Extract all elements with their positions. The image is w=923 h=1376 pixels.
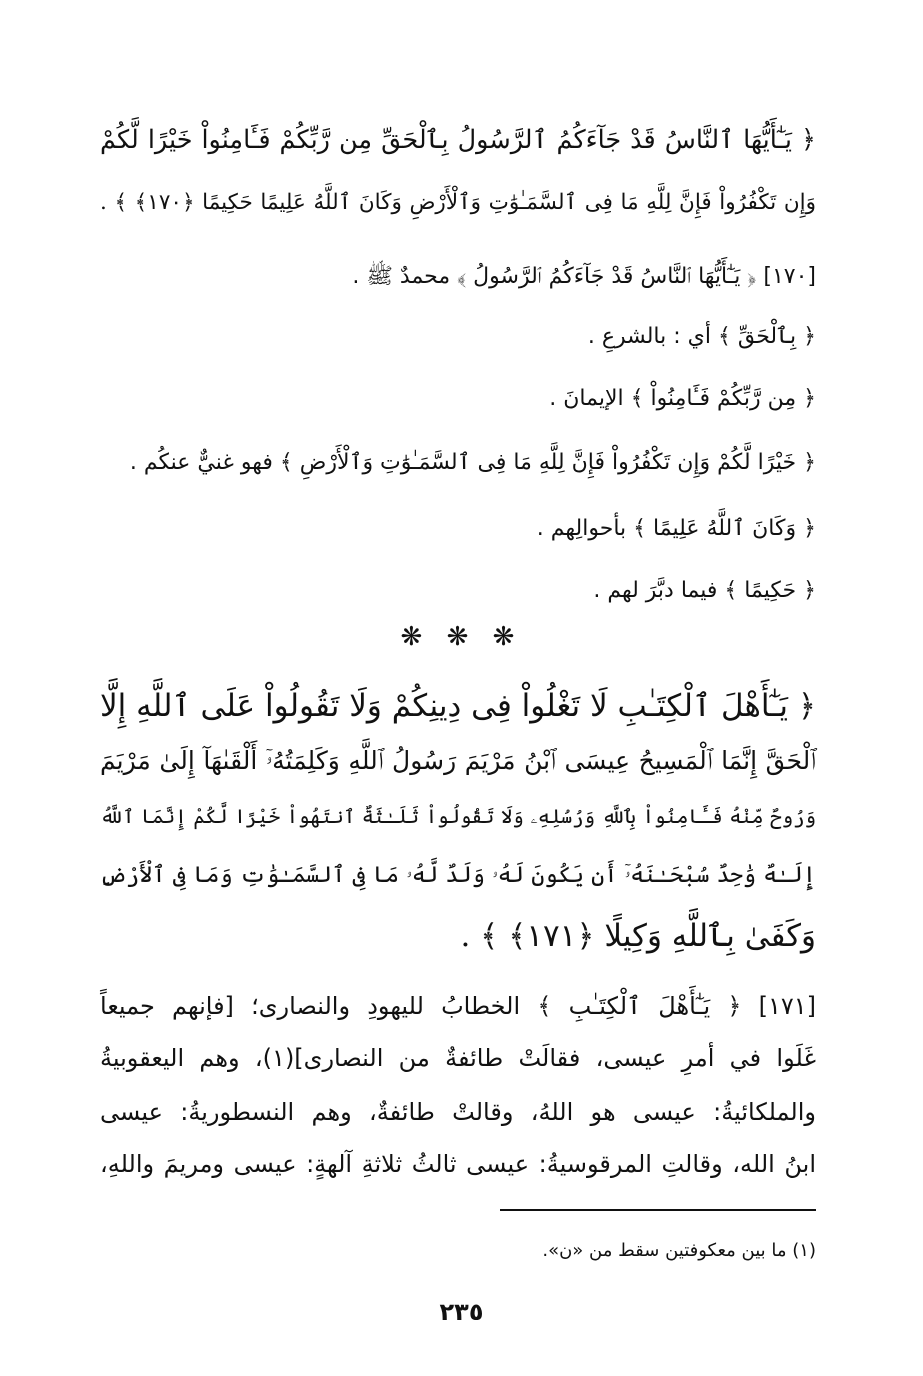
commentary-line: [١٧٠] ﴿ يَـٰٓأَيُّهَا ٱلنَّاسُ قَدْ جَآءَكُمُ ٱلرَّسُولُ ﴾ محمدٌ ﷺ . [352, 264, 816, 289]
verse-line: وَرُوحٌ مِّنْهُ فَـَٔامِنُواْ بِٱللَّهِ وَرُسُلِهِۦ وَلَا تَقُولُواْ ثَلَـٰثَةٌ ٱنتَهُواْ خَيْرًا لَّكُمْ إِنَّمَا ٱللَّهُ [100, 805, 816, 828]
page-number: ٢٣٥ [439, 1298, 484, 1326]
verse-line: وَإِن تَكْفُرُواْ فَإِنَّ لِلَّهِ مَا فِى ٱلسَّمَـٰوَٰتِ وَٱلْأَرْضِ وَكَانَ ٱللَّهُ عَلِيمًا حَكِيمًا ﴿١٧٠﴾ ﴾ . [100, 190, 816, 215]
commentary-line: ﴿ حَكِيمًا ﴾ فيما دبَّرَ لهم . [593, 578, 816, 603]
commentary-line: غَلَوا في أمرِ عيسى، فقالَتْ طائفةٌ من النصارى](١)، وهم اليعقوبيةُ [100, 1044, 816, 1072]
commentary-line: والملكائيةُ: عيسى هو اللهُ، وقالتْ طائفةٌ، وهم النسطوريةُ: عيسى [100, 1098, 816, 1126]
commentary-line: ﴿ مِن رَّبِّكُمْ فَـَٔامِنُواْ ﴾ الإيمانَ . [549, 386, 816, 411]
commentary-line: ﴿ بِٱلْحَقِّ ﴾ أي : بالشرعِ . [587, 324, 816, 349]
verse-line: ﴿ يَـٰٓأَيُّهَا ٱلنَّاسُ قَدْ جَآءَكُمُ ٱلرَّسُولُ بِٱلْحَقِّ مِن رَّبِّكُمْ فَـَٔامِنُواْ خَيْرًا لَّكُمْ [100, 125, 816, 155]
commentary-line: ابنُ الله، وقالتِ المرقوسيةُ: عيسى ثالثُ ثلاثةِ آلهةٍ: عيسى ومريمَ واللهِ، [100, 1150, 816, 1178]
verse-line: إِلَـٰهٌ وَٰحِدٌ سُبْحَـٰنَهُۥٓ أَن يَكُونَ لَهُۥ وَلَدٌ لَّهُۥ مَا فِى ٱلسَّمَـٰوَٰتِ وَمَا فِى ٱلْأَرْضِ [99, 862, 816, 888]
verse-line: وَكَفَىٰ بِٱللَّهِ وَكِيلًا ﴿١٧١﴾ ﴾ . [460, 918, 816, 954]
footnote: (١) ما بين معكوفتين سقط من «ن». [542, 1240, 816, 1261]
verse-line: ٱلْحَقَّ إِنَّمَا ٱلْمَسِيحُ عِيسَى ٱبْنُ مَرْيَمَ رَسُولُ ٱللَّهِ وَكَلِمَتُهُۥٓ أَلْقَىٰهَآ إِلَىٰ مَرْيَمَ [100, 746, 816, 775]
section-separator: ❋ ❋ ❋ [400, 622, 523, 652]
commentary-line: ﴿ خَيْرًا لَّكُمْ وَإِن تَكْفُرُواْ فَإِنَّ لِلَّهِ مَا فِى ٱلسَّمَـٰوَٰتِ وَٱلْأَرْضِ ﴾ فهو غنيٌّ عنكُم . [129, 450, 816, 475]
commentary-line: [١٧١] ﴿ يَـٰٓأَهْلَ ٱلْكِتَـٰبِ ﴾ الخطابُ لليهودِ والنصارى؛ [فإنهم جميعاً [100, 992, 816, 1020]
footnote-divider [500, 1209, 816, 1211]
commentary-line: ﴿ وَكَانَ ٱللَّهُ عَلِيمًا ﴾ بأحوالِهم . [536, 516, 816, 541]
verse-line: ﴿ يَـٰٓأَهْلَ ٱلْكِتَـٰبِ لَا تَغْلُواْ فِى دِينِكُمْ وَلَا تَقُولُواْ عَلَى ٱللَّهِ إِلَّا [100, 688, 816, 724]
